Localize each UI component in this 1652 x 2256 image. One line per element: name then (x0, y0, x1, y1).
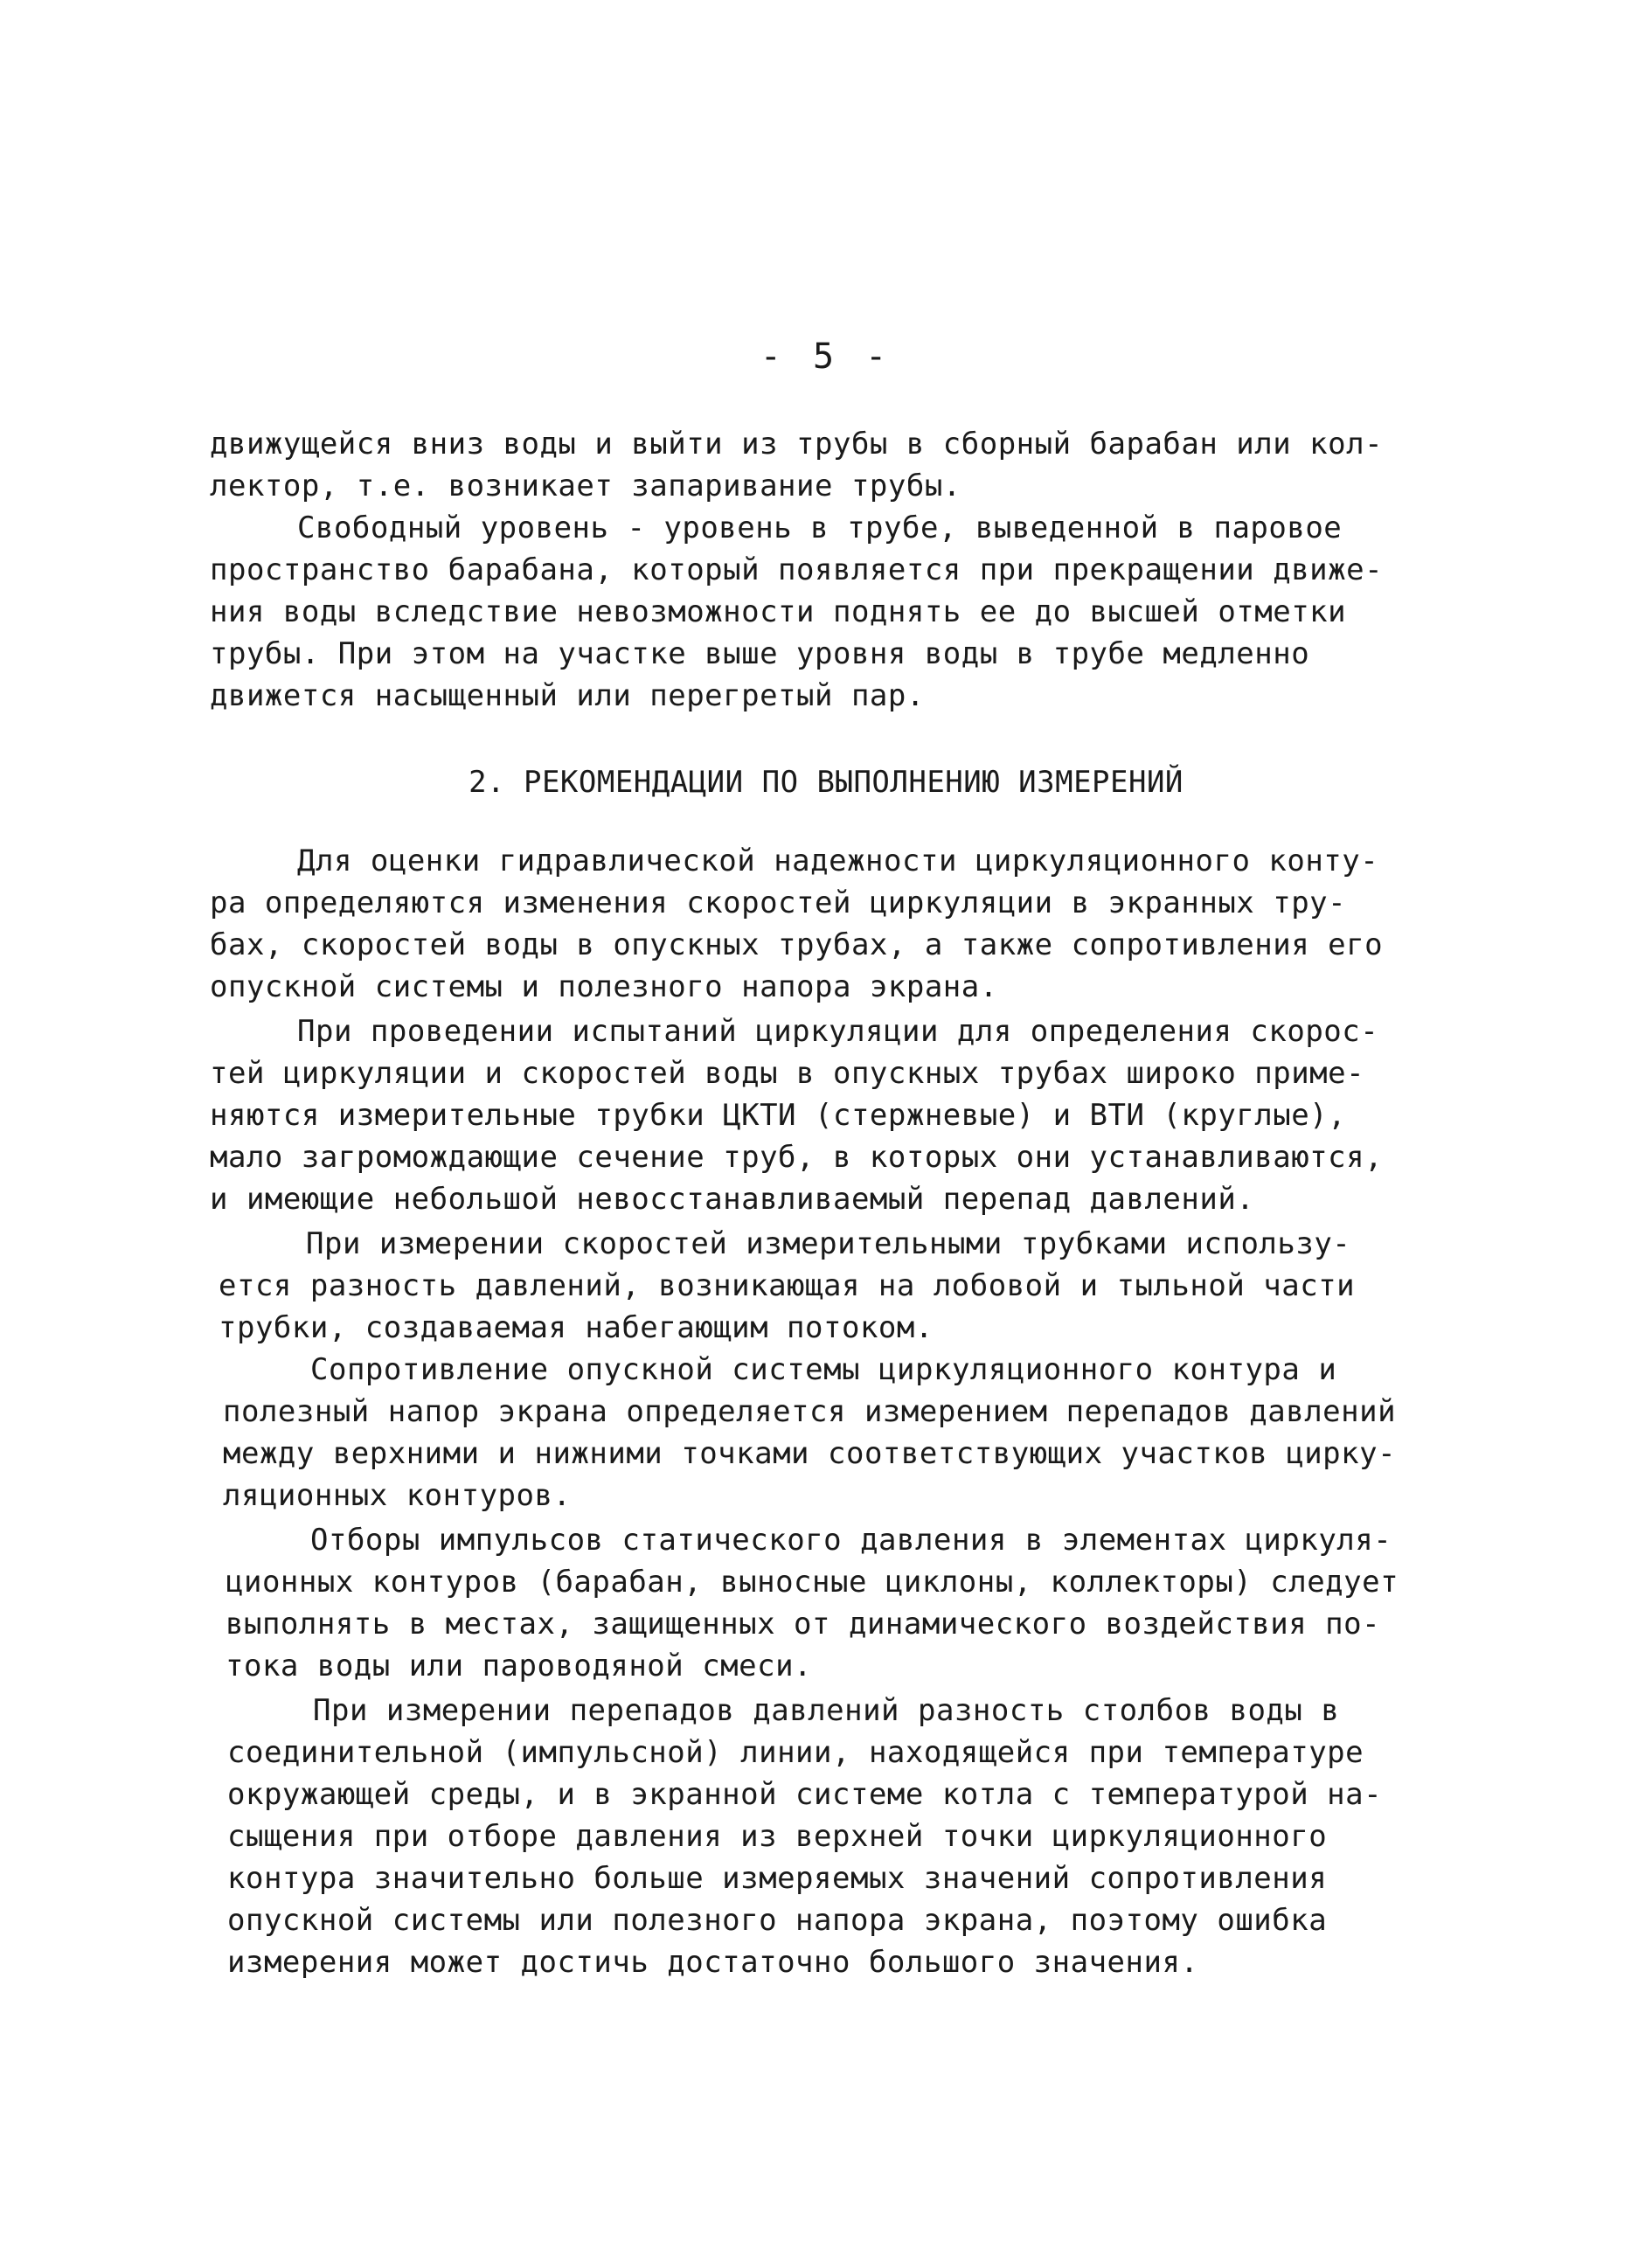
text-line: При измерении скоростей измерительными трубками использу- (306, 1226, 1351, 1261)
text-line: лектор, т.е. возникает запаривание трубы. (210, 469, 961, 503)
text-line: ется разность давлений, возникающая на лобовой и тыльной части (219, 1268, 1356, 1303)
text-line: соединительной (импульсной) линии, находящейся при температуре (227, 1735, 1364, 1770)
text-line: ния воды вследствие невозможности поднять ее до высшей отметки (210, 594, 1347, 629)
text-line: тей циркуляции и скоростей воды в опускных трубах широко приме- (210, 1056, 1365, 1091)
text-line: измерения может достичь достаточно большого значения. (227, 1945, 1199, 1980)
text-line: трубы. При этом на участке выше уровня воды в трубе медленно (210, 636, 1310, 671)
section-heading: 2. РЕКОМЕНДАЦИИ ПО ВЫПОЛНЕНИЮ ИЗМЕРЕНИЙ (469, 765, 1183, 800)
text-line: При проведении испытаний циркуляции для определения скорос- (297, 1014, 1379, 1049)
text-line: тока воды или пароводяной смеси. (226, 1649, 813, 1683)
text-line: Свободный уровень - уровень в трубе, выведенной в паровое (297, 510, 1343, 545)
text-line: полезный напор экрана определяется измерением перепадов давлений (223, 1394, 1397, 1429)
text-line: выполнять в местах, защищенных от динамического воздействия по- (226, 1607, 1381, 1642)
text-line: контура значительно больше измеряемых значений сопротивления (227, 1861, 1328, 1896)
text-line: окружающей среды, и в экранной системе котла с температурой на- (227, 1777, 1383, 1812)
text-line: ляционных контуров. (223, 1478, 572, 1513)
text-line: между верхними и нижними точками соответствующих участков цирку- (223, 1436, 1397, 1471)
text-line: опускной системы или полезного напора экрана, поэтому ошибка (227, 1903, 1328, 1938)
text-line: движущейся вниз воды и выйти из трубы в сборный барабан или кол- (210, 427, 1384, 462)
text-line: Отборы импульсов статического давления в элементах циркуля- (310, 1523, 1392, 1558)
text-line: ционных контуров (барабан, выносные циклоны, коллекторы) следует (226, 1565, 1399, 1600)
text-line: и имеющие небольшой невосстанавливаемый перепад давлений. (210, 1182, 1255, 1217)
text-line: бах, скоростей воды в опускных трубах, а также сопротивления его (210, 927, 1384, 962)
text-line: трубки, создаваемая набегающим потоком. (219, 1310, 934, 1345)
text-line: При измерении перепадов давлений разность столбов воды в (313, 1693, 1340, 1728)
text-line: сыщения при отборе давления из верхней точки циркуляционного (227, 1819, 1328, 1854)
text-line: Для оценки гидравлической надежности циркуляционного конту- (297, 843, 1379, 878)
text-line: мало загромождающие сечение труб, в которых они устанавливаются, (210, 1140, 1384, 1175)
text-line: Сопротивление опускной системы циркуляционного контура и (310, 1352, 1337, 1387)
page-number: - 5 - (760, 337, 892, 377)
text-line: движется насыщенный или перегретый пар. (210, 678, 925, 713)
text-line: опускной системы и полезного напора экрана. (210, 969, 998, 1004)
text-line: няются измерительные трубки ЦКТИ (стержневые) и ВТИ (круглые), (210, 1098, 1347, 1133)
text-line: ра определяются изменения скоростей циркуляции в экранных тру- (210, 885, 1347, 920)
text-line: пространство барабана, который появляется при прекращении движе- (210, 552, 1384, 587)
